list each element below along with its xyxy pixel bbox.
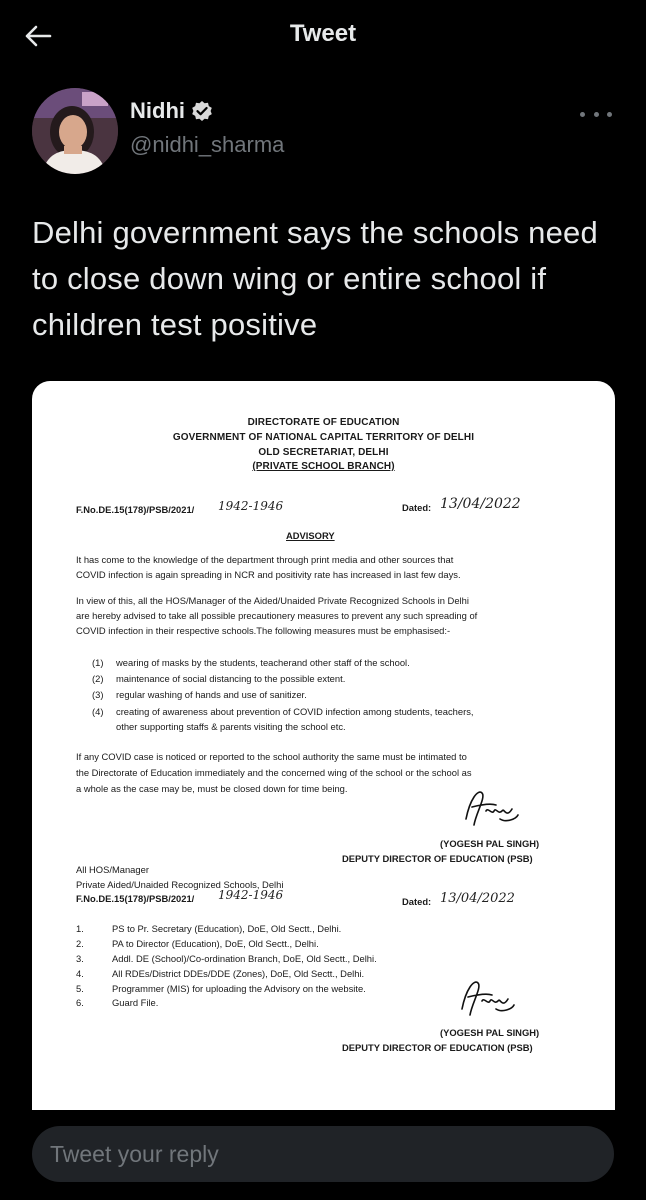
signature-icon — [452, 975, 522, 1021]
verified-badge-icon — [191, 100, 213, 122]
signatory-title-2: DEPUTY DIRECTOR OF EDUCATION (PSB) — [342, 1042, 533, 1053]
advisory-document — [32, 381, 615, 1121]
addressee-line: All HOS/Manager — [76, 864, 149, 875]
copy-line: PA to Director (Education), DoE, Old Sectt., Delhi. — [112, 938, 319, 949]
signature-icon — [456, 785, 526, 831]
para1-line: COVID infection is again spreading in NCR and positivity rate has increased in last few days. — [76, 569, 461, 580]
page-title: Tweet — [289, 20, 357, 47]
signatory-title: DEPUTY DIRECTOR OF EDUCATION (PSB) — [342, 853, 533, 864]
file-number-handwritten: 1942-1946 — [218, 499, 284, 513]
file-number-2: F.No.DE.15(178)/PSB/2021/ — [76, 893, 195, 904]
measure-number: (2) — [92, 673, 104, 684]
measure-line: maintenance of social distancing to the possible extent. — [116, 673, 346, 684]
doc-header-line: (PRIVATE SCHOOL BRANCH) — [252, 461, 395, 472]
measure-number: (4) — [92, 706, 104, 717]
more-options-button[interactable] — [580, 104, 612, 124]
file-number: F.No.DE.15(178)/PSB/2021/ — [76, 504, 195, 515]
dated-label: Dated: — [402, 502, 432, 513]
dated-handwritten: 13/04/2022 — [440, 496, 521, 512]
copy-number: 5. — [76, 983, 84, 994]
copy-number: 2. — [76, 938, 84, 949]
copy-line: All RDEs/District DDEs/DDE (Zones), DoE, Old Sectt., Delhi. — [112, 968, 365, 979]
avatar[interactable] — [32, 88, 118, 174]
advisory-title: ADVISORY — [286, 530, 335, 541]
doc-header-line: OLD SECRETARIAT, DELHI — [258, 447, 389, 458]
file-number-handwritten-2: 1942-1946 — [218, 888, 284, 902]
top-bar — [0, 0, 646, 72]
para1-line: It has come to the knowledge of the department through print media and other sources that — [76, 554, 454, 565]
copy-number: 3. — [76, 953, 84, 964]
addressee-line: Private Aided/Unaided Recognized Schools, Delhi — [76, 879, 284, 890]
measure-number: (3) — [92, 689, 104, 700]
copy-line: PS to Pr. Secretary (Education), DoE, Old Sectt., Delhi. — [112, 923, 342, 934]
copy-number: 6. — [76, 997, 84, 1008]
doc-header-line: DIRECTORATE OF EDUCATION — [247, 417, 400, 428]
copy-number: 4. — [76, 968, 84, 979]
copy-line: Programmer (MIS) for uploading the Advisory on the website. — [112, 983, 366, 994]
doc-header-line: GOVERNMENT OF NATIONAL CAPITAL TERRITORY OF DELHI — [172, 432, 475, 443]
para2-line: are hereby advised to take all possible precautionery measures to prevent any such spreading of — [76, 610, 478, 621]
copy-line: Addl. DE (School)/Co-ordination Branch, DoE, Old Sectt., Delhi. — [112, 953, 377, 964]
copy-line: Guard File. — [112, 997, 159, 1008]
tweet-author — [32, 88, 616, 178]
author-name[interactable]: Nidhi — [130, 98, 185, 123]
more-dot-icon — [607, 112, 612, 117]
name-row — [130, 98, 213, 124]
dated-label-2: Dated: — [402, 896, 432, 907]
measure-line: creating of awareness about prevention of COVID infection among students, teachers, — [116, 706, 474, 717]
para3-line: If any COVID case is noticed or reported to the school authority the same must be intimated to — [76, 751, 467, 762]
measure-number: (1) — [92, 657, 104, 668]
tweet-media-image[interactable] — [32, 381, 615, 1121]
avatar-image — [32, 88, 118, 174]
reply-input[interactable] — [32, 1126, 614, 1182]
measure-line: other supporting staffs & parents visiting the school etc. — [116, 721, 346, 732]
para3-line: the Directorate of Education immediately and the concerned wing of the school or the school as — [76, 767, 472, 778]
dated-handwritten-2: 13/04/2022 — [440, 891, 515, 906]
para2-line: In view of this, all the HOS/Manager of the Aided/Unaided Private Recognized Schools in Delhi — [76, 595, 469, 606]
measure-line: wearing of masks by the students, teacherand other staff of the school. — [116, 657, 410, 668]
signatory-name: (YOGESH PAL SINGH) — [440, 838, 540, 849]
more-dot-icon — [594, 112, 599, 117]
copy-number: 1. — [76, 923, 84, 934]
para3-line: a whole as the case may be, must be closed down for time being. — [76, 783, 348, 794]
para2-line: COVID infection in their respective schools.The following measures must be emphasised:- — [76, 625, 451, 636]
tweet-text: Delhi government says the schools need to close down wing or entire school if children test positive — [32, 215, 598, 342]
author-handle[interactable]: @nidhi_sharma — [130, 132, 285, 157]
measure-line: regular washing of hands and use of sanitizer. — [116, 689, 307, 700]
more-dot-icon — [580, 112, 585, 117]
signatory-name-2: (YOGESH PAL SINGH) — [440, 1027, 540, 1038]
reply-bar — [0, 1110, 646, 1200]
